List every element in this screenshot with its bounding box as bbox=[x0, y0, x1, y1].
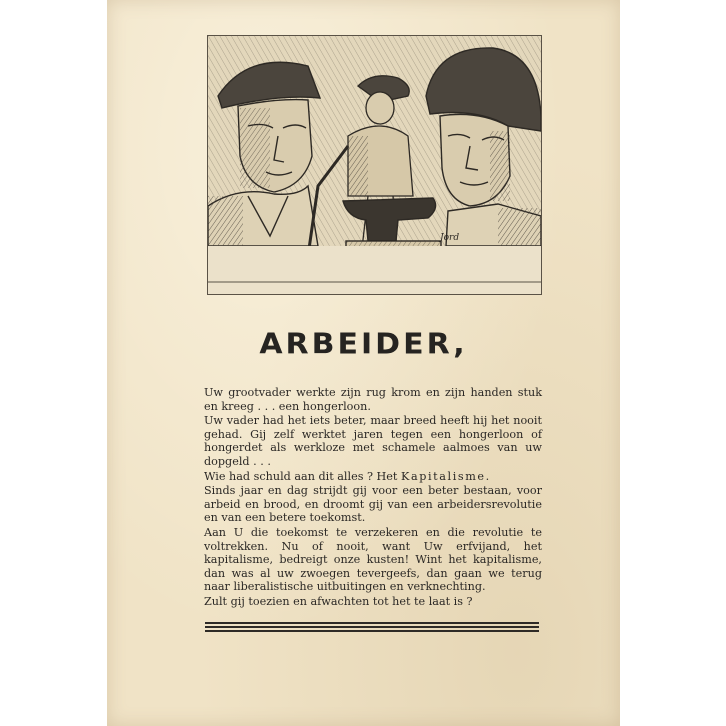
paragraph-question bbox=[204, 470, 542, 484]
paragraph-revolution: Aan U die toekomst te verzekeren en die revolutie te voltrekken. Nu of nooit, want Uw erfvijand, het kapitalisme, bedreigt onze kusten! Wint het kapitalisme, dan was al uw zwoegen tevergeefs, dan gaan we terug naar liberalistische uitbuitingen en verknechting. bbox=[204, 525, 542, 594]
question-text: Wie had schuld aan dit alles ? Het bbox=[204, 469, 401, 483]
rule-top bbox=[205, 622, 539, 624]
leaflet-page bbox=[107, 0, 620, 726]
paragraph-struggle: Sinds jaar en dag strijdt gij voor een beter bestaan, voor arbeid en brood, en droomt gij van een arbeidersrevolutie en van een betere toekomst. bbox=[204, 484, 542, 525]
paragraph-closing-question: Zult gij toezien en afwachten tot het te laat is ? bbox=[204, 594, 473, 608]
leaflet-body bbox=[204, 386, 542, 610]
worker-soldier-anvil-illustration bbox=[207, 35, 542, 295]
capitalism-emphasis: Kapitalisme. bbox=[400, 469, 491, 483]
paragraph-grandfather: Uw grootvader werkte zijn rug krom en zijn handen stuk en kreeg . . . een hongerloon. bbox=[204, 386, 542, 413]
rule-bottom bbox=[205, 630, 539, 632]
rule-middle bbox=[205, 626, 539, 628]
illustration-signature: Jord bbox=[440, 233, 460, 243]
double-rule-divider bbox=[205, 622, 539, 634]
headline: ARBEIDER, bbox=[259, 327, 468, 362]
paragraph-father: Uw vader had het iets beter, maar breed heeft hij het nooit gehad. Gij zelf werktet jaren tegen een hongerloon of hongerdet als werkloze met schamele aalmoes van uw dopgeld . . . bbox=[204, 414, 542, 468]
